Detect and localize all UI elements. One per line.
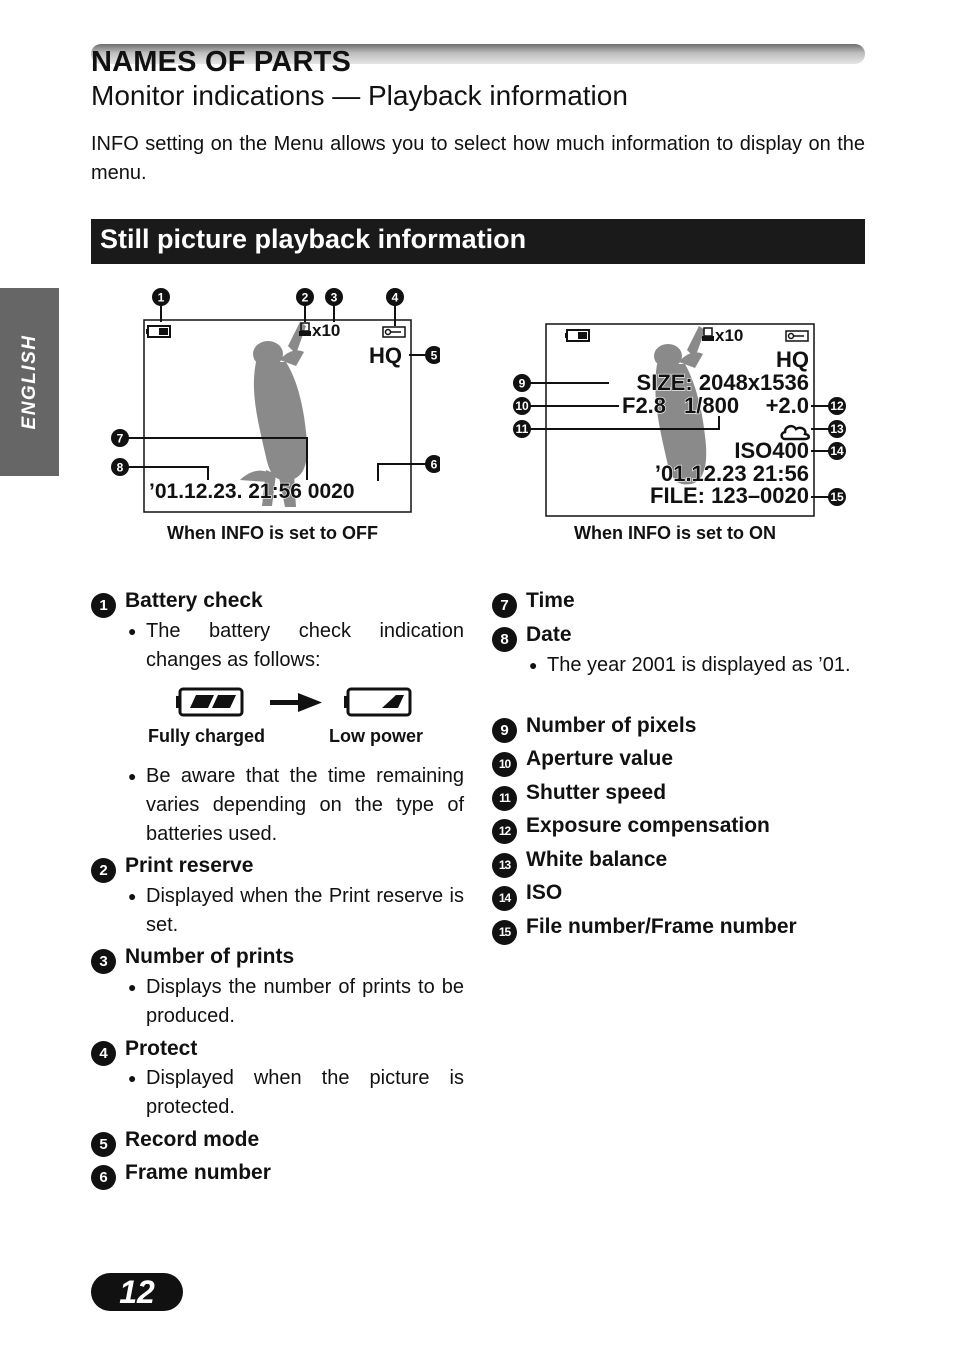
item-title: Shutter speed	[526, 781, 667, 804]
item-title: Record mode	[125, 1128, 260, 1151]
caption-info-off: When INFO is set to OFF	[167, 523, 378, 543]
svg-text:13: 13	[830, 422, 844, 436]
item-number-of-prints	[91, 945, 294, 974]
lcd-diagram-info-on	[505, 316, 855, 522]
svg-text:1: 1	[157, 290, 165, 305]
item-title: Date	[526, 623, 572, 646]
protect-bullet	[128, 1064, 464, 1122]
low-power-label: Low power	[329, 726, 423, 746]
item-number: 11	[492, 786, 517, 811]
item-date	[492, 623, 572, 652]
item-iso	[492, 881, 562, 911]
callout-6	[425, 455, 440, 473]
battery-icon	[565, 330, 589, 341]
item-battery-check	[91, 589, 263, 618]
item-title: File number/Frame number	[526, 915, 797, 938]
callout-12	[828, 397, 846, 415]
item-number: 6	[91, 1165, 116, 1190]
svg-text:6: 6	[430, 457, 438, 472]
callout-4	[386, 288, 404, 306]
battery-transition-graphic	[176, 686, 416, 720]
number-of-prints-bullet	[128, 973, 464, 1031]
page-title: NAMES OF PARTS	[91, 46, 352, 78]
item-number: 1	[91, 593, 116, 618]
language-tab-label: ENGLISH	[19, 334, 40, 430]
number-of-prints: x10	[715, 326, 744, 345]
item-number: 7	[492, 593, 517, 618]
item-number: 3	[91, 949, 116, 974]
svg-text:14: 14	[830, 444, 844, 458]
svg-text:11: 11	[515, 422, 529, 436]
item-print-reserve	[91, 854, 253, 883]
item-number: 5	[91, 1132, 116, 1157]
callout-14	[828, 442, 846, 460]
item-record-mode	[91, 1128, 259, 1157]
callout-3	[325, 288, 343, 306]
size-readout: SIZE: 2048x1536	[636, 370, 809, 395]
item-title: Time	[526, 589, 575, 612]
record-mode: HQ	[776, 347, 809, 372]
svg-text:7: 7	[116, 431, 124, 446]
battery-icon	[146, 326, 170, 337]
callout-2	[296, 288, 314, 306]
item-title: Exposure compensation	[526, 814, 770, 837]
item-shutter-speed	[492, 781, 666, 811]
bullet-dot: ●	[128, 623, 137, 639]
item-number-of-pixels	[492, 714, 696, 743]
battery-bullet-1	[128, 617, 464, 675]
number-of-prints: x10	[312, 321, 341, 340]
lcd-diagram-info-off	[100, 282, 440, 518]
bullet-text: The year 2001 is displayed as ’01.	[547, 654, 851, 676]
item-number: 4	[91, 1041, 116, 1066]
callout-15	[828, 488, 846, 506]
item-file-number	[492, 915, 797, 945]
item-number: 15	[492, 920, 517, 945]
callout-8	[111, 458, 129, 476]
item-number: 10	[492, 752, 517, 777]
date-bullet	[529, 651, 865, 680]
section-heading: Still picture playback information	[91, 219, 865, 264]
protect-icon	[786, 331, 808, 341]
item-title: White balance	[526, 848, 668, 871]
battery-full-icon	[176, 689, 242, 715]
bullet-text: Displayed when the Print reserve is set.	[146, 885, 464, 936]
svg-text:4: 4	[391, 290, 399, 305]
exposure-readout: +2.0	[765, 393, 809, 418]
item-title: Aperture value	[526, 747, 674, 770]
item-title: Number of prints	[125, 945, 295, 968]
svg-text:10: 10	[515, 399, 529, 413]
protect-icon	[383, 327, 405, 337]
callout-10	[513, 397, 531, 415]
bullet-dot: ●	[128, 1070, 137, 1086]
callout-11	[513, 420, 531, 438]
datetime-readout: ’01.12.23 21:56	[654, 461, 809, 486]
file-readout: FILE: 123–0020	[650, 483, 809, 508]
item-title: Protect	[125, 1037, 198, 1060]
battery-bullet-2	[128, 762, 464, 849]
aperture-readout: F2.8	[622, 393, 667, 418]
item-title: Frame number	[125, 1161, 271, 1184]
caption-info-on: When INFO is set to ON	[574, 523, 777, 543]
callout-13	[828, 420, 846, 438]
record-mode: HQ	[369, 343, 402, 368]
item-number: 12	[492, 819, 517, 844]
item-number: 13	[492, 853, 517, 878]
item-frame-number	[91, 1161, 271, 1190]
date-time-frame: ’01.12.23. 21:56 0020	[149, 480, 355, 503]
callout-9	[513, 374, 531, 392]
item-protect	[91, 1037, 197, 1066]
svg-text:2: 2	[301, 290, 309, 305]
item-exposure-compensation	[492, 814, 770, 844]
bullet-text: Displays the number of prints to be produced.	[146, 976, 464, 1027]
battery-low-icon	[344, 689, 410, 715]
arrow-right-icon	[270, 693, 322, 712]
bullet-dot: ●	[128, 979, 137, 995]
callout-7	[111, 429, 129, 447]
svg-text:9: 9	[518, 376, 526, 391]
shutter-readout: 1/800	[684, 393, 740, 418]
intro-paragraph: INFO setting on the Menu allows you to select how much information to display on the menu.	[91, 133, 865, 184]
item-number: 14	[492, 886, 517, 911]
callout-5	[425, 346, 440, 364]
svg-text:8: 8	[116, 460, 124, 475]
item-number: 2	[91, 858, 116, 883]
bullet-text: The battery check indication changes as follows:	[146, 620, 464, 671]
svg-text:15: 15	[830, 490, 844, 504]
svg-text:3: 3	[330, 290, 338, 305]
bullet-text: Displayed when the picture is protected.	[146, 1067, 464, 1118]
item-title: ISO	[526, 881, 563, 904]
page-number: 12	[91, 1273, 183, 1311]
print-reserve-bullet	[128, 882, 464, 940]
callout-1	[152, 288, 170, 306]
page-subtitle: Monitor indications — Playback information	[91, 80, 628, 111]
item-title: Print reserve	[125, 854, 254, 877]
item-number: 9	[492, 718, 517, 743]
bullet-dot: ●	[529, 657, 538, 673]
language-tab	[0, 288, 59, 476]
bullet-text: Be aware that the time remaining varies depending on the type of batteries used.	[146, 765, 464, 845]
item-white-balance	[492, 848, 667, 878]
fully-charged-label: Fully charged	[148, 726, 266, 746]
item-aperture-value	[492, 747, 673, 777]
bullet-dot: ●	[128, 888, 137, 904]
svg-text:12: 12	[830, 399, 844, 413]
item-number: 8	[492, 627, 517, 652]
svg-text:5: 5	[430, 348, 438, 363]
item-title: Number of pixels	[526, 714, 697, 737]
item-title: Battery check	[125, 589, 263, 612]
bullet-dot: ●	[128, 768, 137, 784]
iso-readout: ISO400	[734, 438, 809, 463]
item-time	[492, 589, 575, 618]
